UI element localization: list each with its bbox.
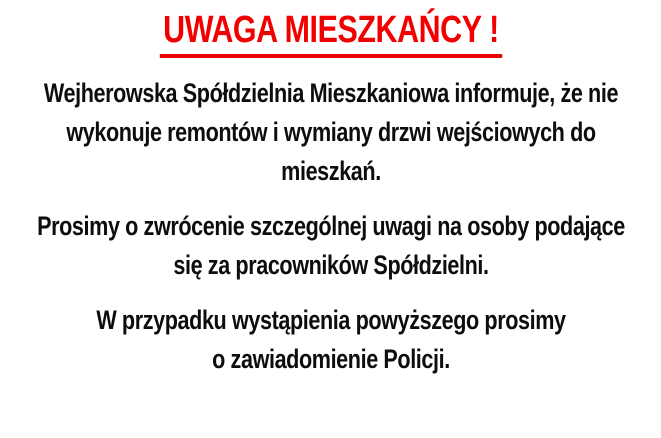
notice-line: o zawiadomienie Policji. [212,344,450,374]
notice-paragraph [1,301,661,379]
notice-paragraph [1,74,661,191]
notice-line: wykonuje remontów i wymiany drzwi wejściowych do [66,117,596,147]
notice-line: Prosimy o zwrócenie szczególnej uwagi na osoby podające [37,211,625,241]
notice-content [1,0,661,379]
notice-line: W przypadku wystąpienia powyższego prosimy [96,305,566,335]
notice-line: Wejherowska Spółdzielnia Mieszkaniowa informuje, że nie [43,78,619,108]
notice-paragraph [1,207,661,285]
notice-line: mieszkań. [281,156,381,186]
notice-line: się za pracowników Spółdzielni. [173,250,489,280]
notice-title: UWAGA MIESZKAŃCY ! [160,8,502,58]
